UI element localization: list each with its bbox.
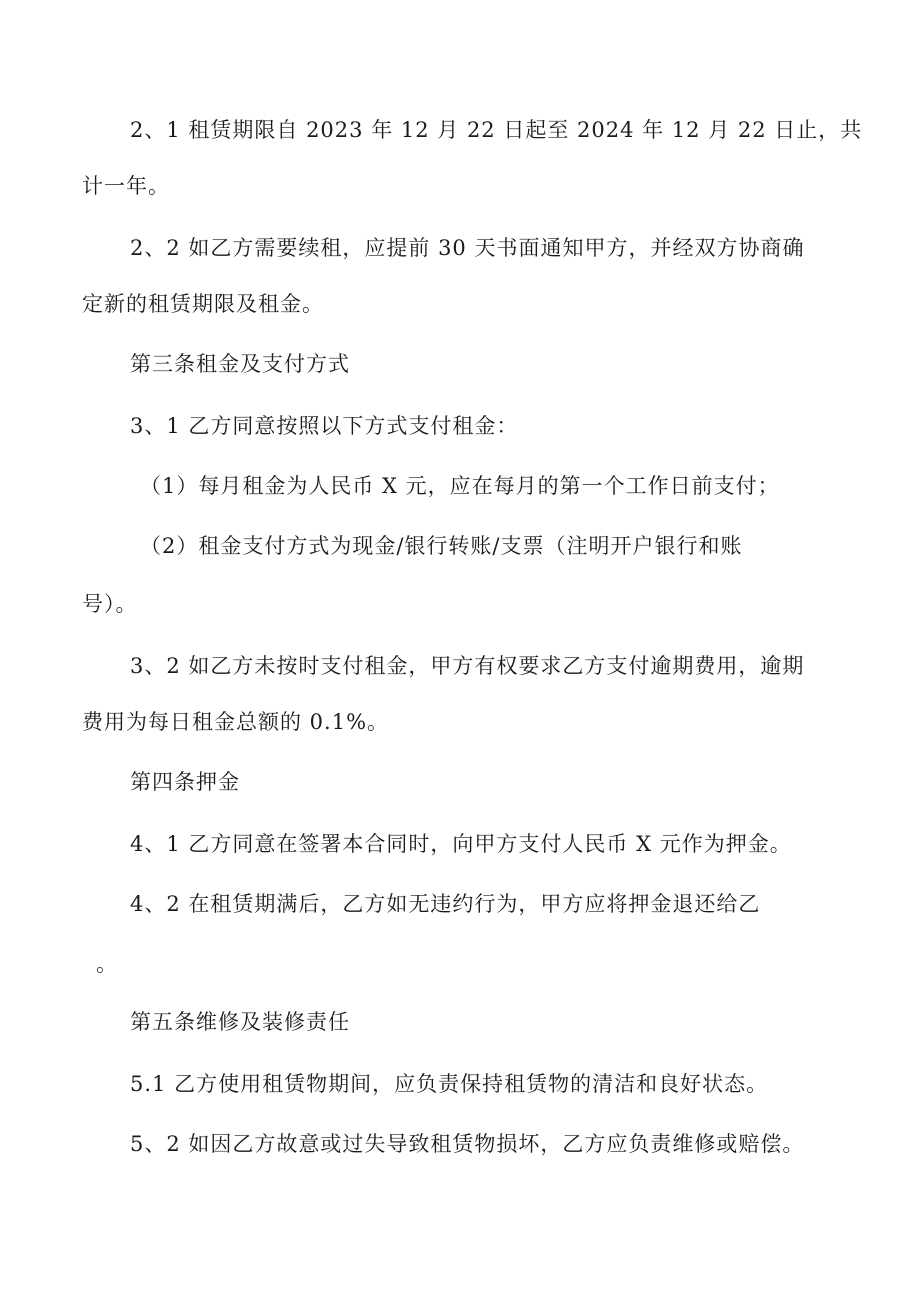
paragraph-2-1-line-2: 计一年。	[82, 174, 170, 198]
section-heading-4: 第四条押金	[130, 770, 240, 794]
paragraph-3-2-line-1: 3、2 如乙方未按时支付租金，甲方有权要求乙方支付逾期费用，逾期	[130, 654, 805, 678]
paragraph-4-1: 4、1 乙方同意在签署本合同时，向甲方支付人民币 X 元作为押金。	[130, 832, 792, 856]
paragraph-5-2: 5、2 如因乙方故意或过失导致租赁物损坏，乙方应负责维修或赔偿。	[130, 1132, 805, 1156]
paragraph-2-1-line-1: 2、1 租赁期限自 2023 年 12 月 22 日起至 2024 年 12 月 22 日止，共	[130, 118, 863, 142]
list-item-2-line-2: 号）。	[82, 592, 138, 616]
paragraph-3-1: 3、1 乙方同意按照以下方式支付租金：	[130, 414, 519, 438]
section-heading-3: 第三条租金及支付方式	[130, 352, 350, 376]
section-heading-5: 第五条维修及装修责任	[130, 1010, 350, 1034]
paragraph-2-2-line-1: 2、2 如乙方需要续租，应提前 30 天书面通知甲方，并经双方协商确	[130, 236, 805, 260]
paragraph-3-2-line-2: 费用为每日租金总额的 0.1%。	[82, 710, 390, 734]
paragraph-5-1: 5.1 乙方使用租赁物期间，应负责保持租赁物的清洁和良好状态。	[130, 1072, 769, 1096]
paragraph-4-2-line-2: 。	[96, 952, 118, 976]
paragraph-4-2-line-1: 4、2 在租赁期满后，乙方如无违约行为，甲方应将押金退还给乙	[130, 892, 761, 916]
paragraph-2-2-line-2: 定新的租赁期限及租金。	[82, 292, 324, 316]
list-item-1: （1）每月租金为人民币 X 元，应在每月的第一个工作日前支付；	[140, 474, 780, 498]
list-item-2-line-1: （2）租金支付方式为现金/银行转账/支票（注明开户银行和账	[140, 534, 743, 558]
